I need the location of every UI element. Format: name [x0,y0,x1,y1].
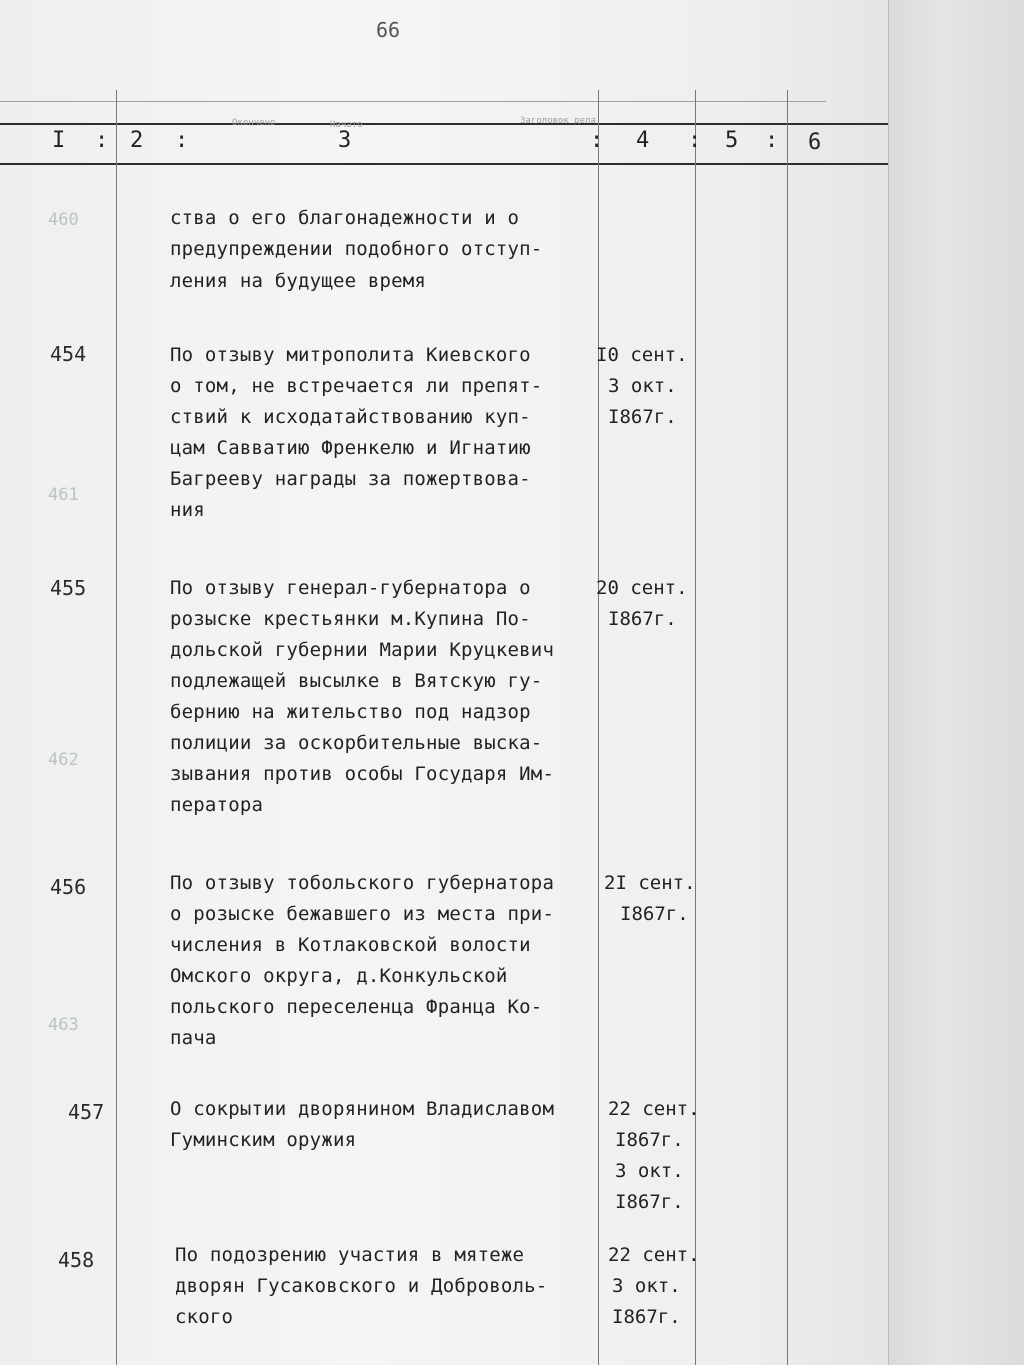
entry-text-line: польского переселенца Франца Ко- [170,996,543,1018]
column-number-4: 4 [636,128,650,153]
entry-text-line: По отзыву тобольского губернатора [170,872,555,894]
faint-top-rule [0,101,826,102]
entry-date: I0 сент. [596,344,688,366]
column-number-5: 5 [725,128,739,153]
entry-text-line: предупреждении подобного отступ- [170,238,543,260]
column-rule-4 [787,90,788,1365]
entry-text-line: ства о его благонадежности и о [170,207,520,229]
entry-date: 22 сент. [608,1098,700,1120]
entry-date: 2I сент. [604,872,696,894]
entry-date: 20 сент. [596,577,688,599]
entry-text-line: пача [170,1027,217,1049]
entry-text-line: зывания против особы Государя Им- [170,763,555,785]
entry-date: 3 окт. [608,375,677,397]
entry-date: 3 окт. [615,1160,684,1182]
column-number-1: I [52,128,66,153]
entry-text-line: ского [175,1306,234,1328]
header-top-rule [0,123,888,125]
entry-text-line: ления на будущее время [170,270,427,292]
entry-date: I867г. [608,608,677,630]
column-separator: : [175,128,189,153]
column-number-3: 3 [338,128,352,153]
entry-number: 456 [50,875,87,899]
entry-number: 454 [50,342,87,366]
bleed-through-text: 463 [48,1015,79,1035]
entry-text-line: о том, не встречается ли препят- [170,375,543,397]
entry-text-line: По отзыву митрополита Киевского [170,344,531,366]
entry-text-line: ператора [170,794,264,816]
entry-text-line: О сокрытии дворянином Владиславом [170,1098,555,1120]
entry-text-line: числения в Котлаковской волости [170,934,531,956]
entry-date: I867г. [615,1129,684,1151]
entry-text-line: По отзыву генерал-губернатора о [170,577,531,599]
entry-text-line: По подозрению участия в мятеже [175,1244,525,1266]
entry-date: I867г. [612,1306,681,1328]
header-bottom-rule [0,163,888,165]
entry-text-line: Багрееву награды за пожертвова- [170,468,531,490]
column-separator: : [95,128,109,153]
column-separator: : [590,128,604,153]
column-number-6: 6 [808,130,822,155]
page-number: 66 [376,18,401,42]
bleed-through-text: 461 [48,485,79,505]
entry-number: 455 [50,576,87,600]
entry-text-line: цам Савватию Френкелю и Игнатию [170,437,531,459]
entry-date: I867г. [608,406,677,428]
column-rule-3 [695,90,696,1365]
entry-text-line: ния [170,499,205,521]
entry-text-line: подлежащей высылке в Вятскую гу- [170,670,543,692]
entry-date: 3 окт. [612,1275,681,1297]
column-rule-1 [116,90,117,1365]
bleed-through-text: 460 [48,210,79,230]
entry-text-line: Гуминским оружия [170,1129,357,1151]
faint-label-end: Окончено [232,118,276,128]
entry-text-line: о розыске бежавшего из места при- [170,903,555,925]
column-number-2: 2 [130,128,144,153]
entry-text-line: дольской губернии Марии Круцкевич [170,639,555,661]
entry-date: I867г. [615,1191,684,1213]
entry-text-line: розыске крестьянки м.Купина По- [170,608,531,630]
entry-text-line: бернию на жительство под надзор [170,701,531,723]
faint-label-start: Начато [330,120,363,130]
adjacent-page-edge [888,0,1024,1365]
entry-date: I867г. [620,903,689,925]
entry-number: 457 [68,1100,105,1124]
faint-label-title: Заголовок дела [520,116,596,126]
bleed-through-text: 462 [48,750,79,770]
entry-text-line: полиции за оскорбительные выска- [170,732,543,754]
entry-text-line: дворян Гусаковского и Доброволь- [175,1275,548,1297]
entry-text-line: Омского округа, д.Конкульской [170,965,508,987]
entry-text-line: ствий к исходатайствованию куп- [170,406,531,428]
entry-date: 22 сент. [608,1244,700,1266]
column-separator: : [765,128,779,153]
entry-number: 458 [58,1248,95,1272]
column-separator: : [688,128,702,153]
